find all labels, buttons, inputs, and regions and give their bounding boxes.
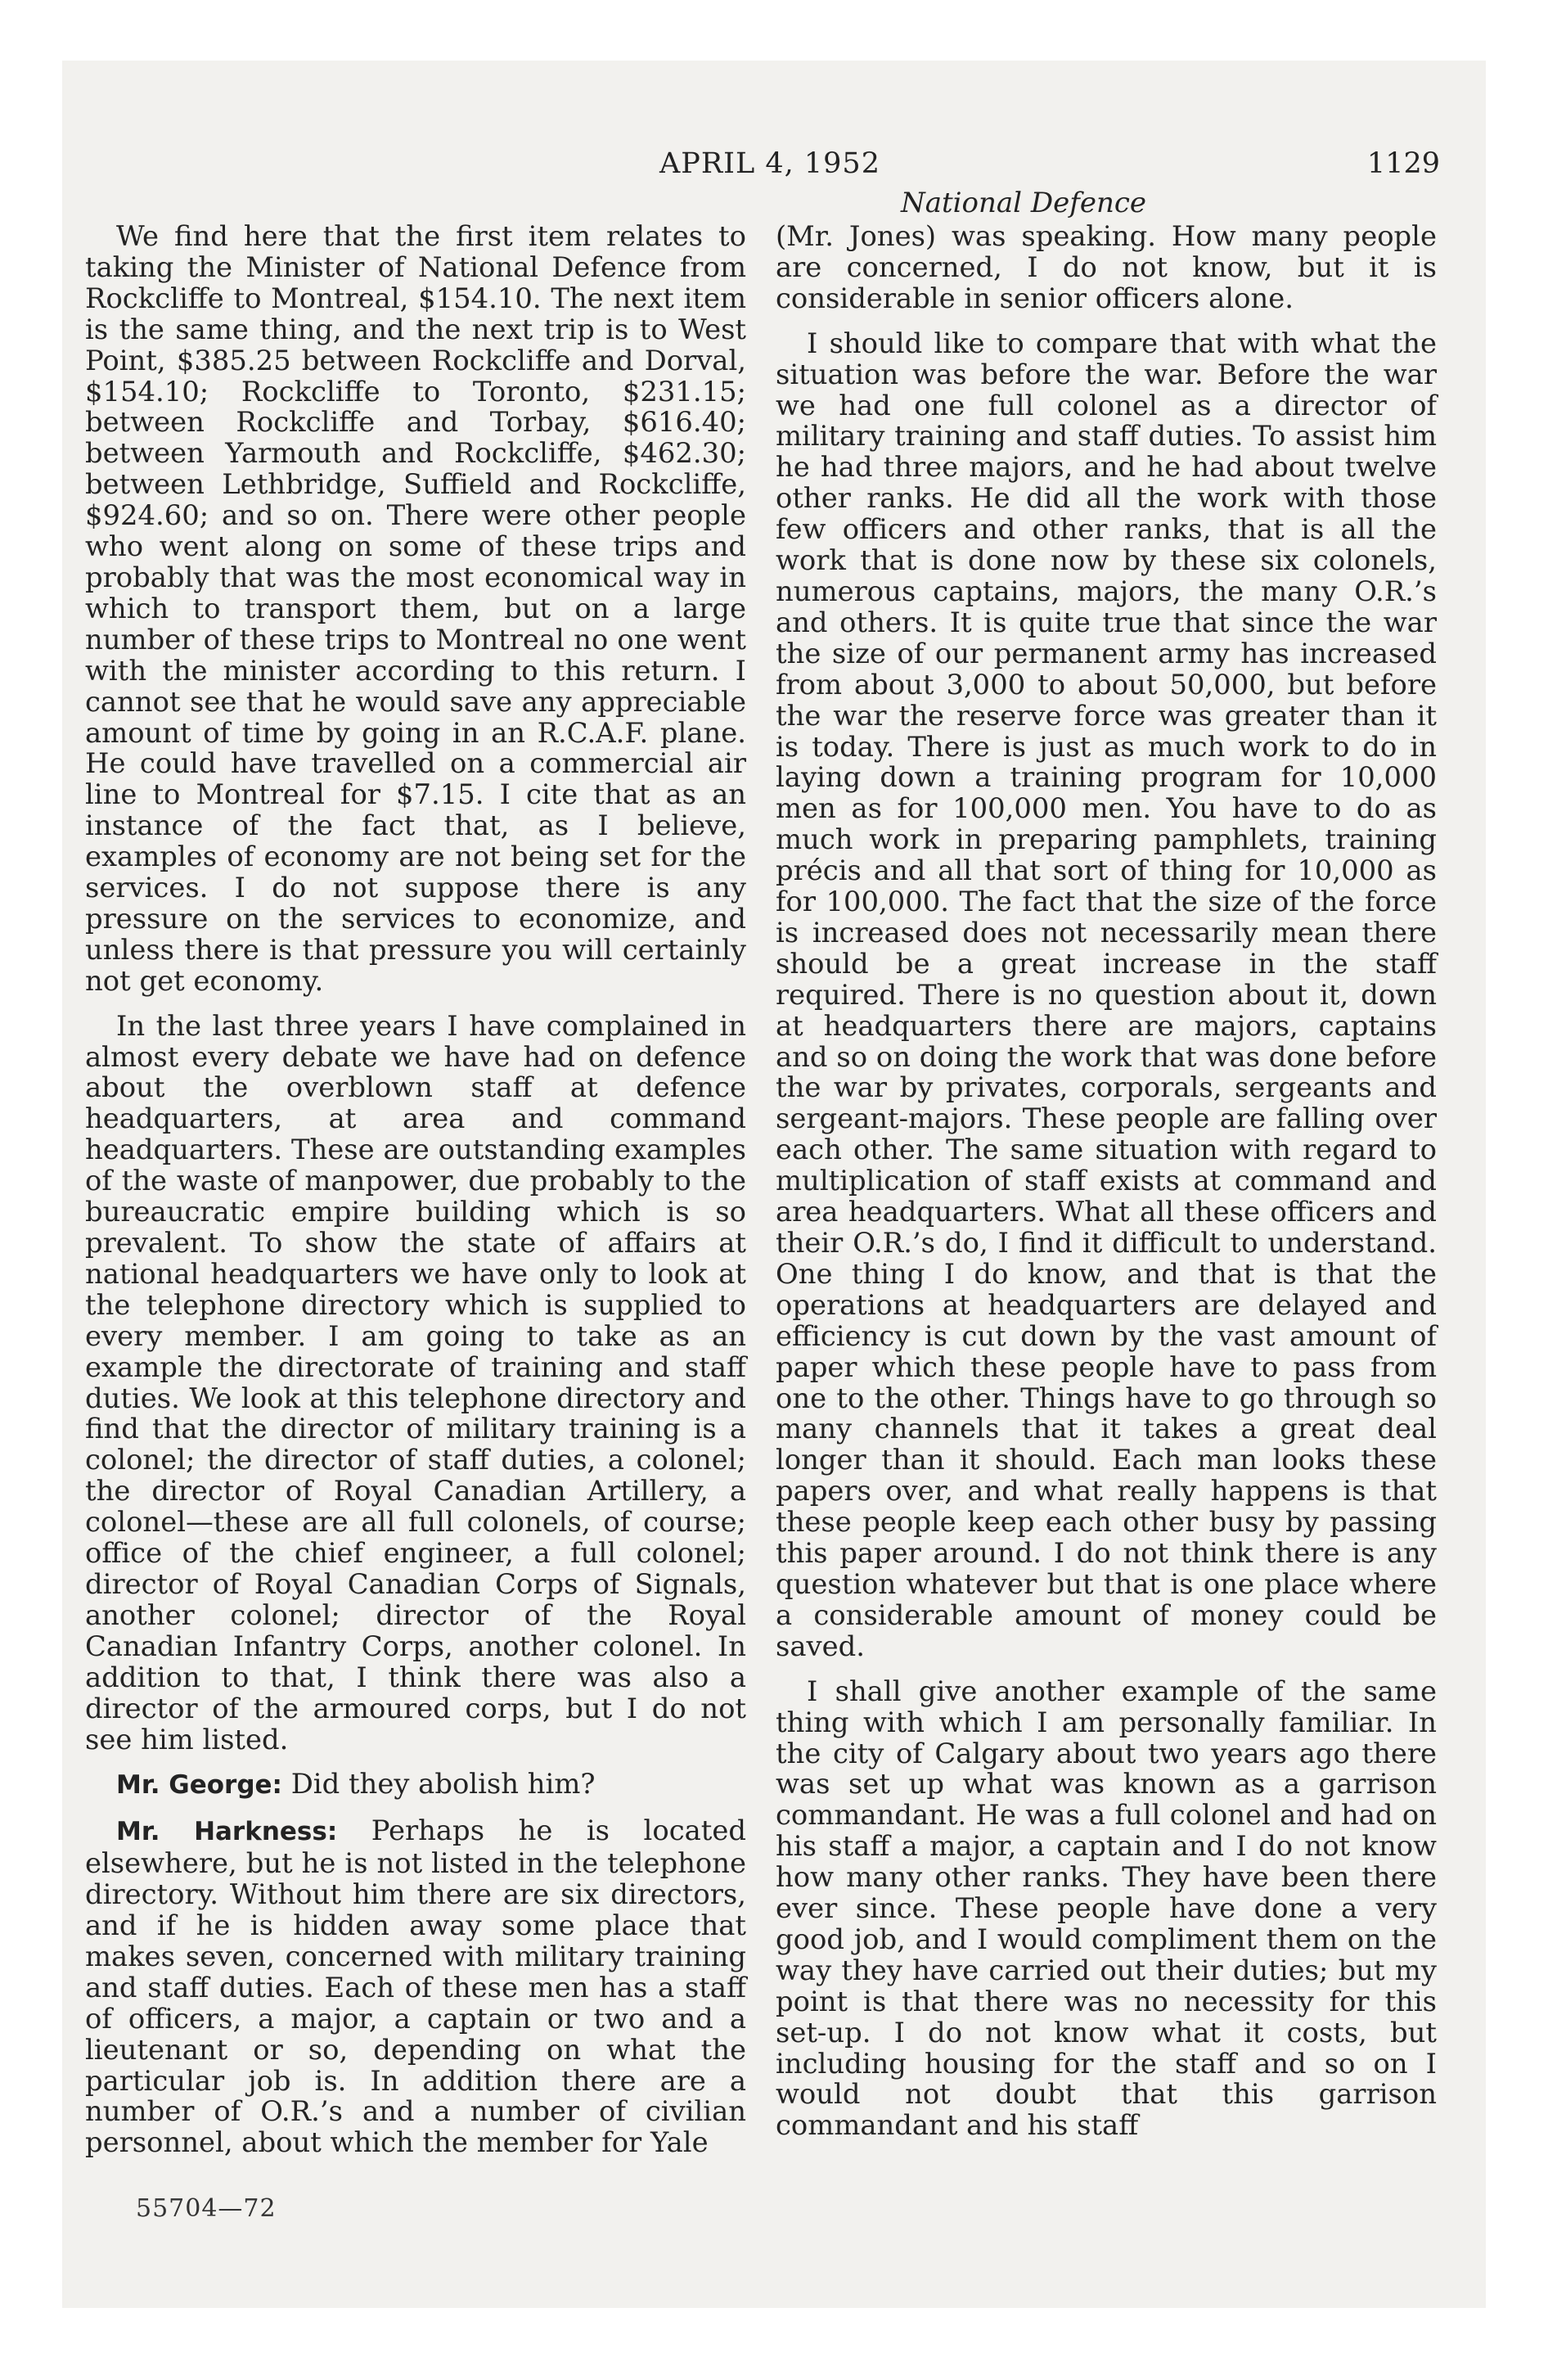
speaker-name: Mr. Harkness: <box>116 1817 338 1847</box>
speaker-name: Mr. George: <box>116 1770 282 1801</box>
right-column <box>776 221 1437 2141</box>
paragraph: In the last three years I have complained in almost every debate we have had on defence about the overblown staff at defence headquarters, at area and command headquarters. These are outstanding examples of the waste of manpower, due probably to the bureaucratic empire building which is so prevalent. To show the state of affairs at national headquarters we have only to look at the telephone directory which is supplied to every member. I am going to take as an example the directorate of training and staff duties. We look at this telephone directory and find that the director of military training is a colonel; the director of staff duties, a colonel; the director of Royal Canadian Artillery, a colonel—these are all full colonels, of course; office of the chief engineer, a full colonel; director of Royal Canadian Corps of Signals, another colonel; director of the Royal Canadian Infantry Corps, another colonel. In addition to that, I think there was also a director of the armoured corps, but I do not see him listed. <box>85 1009 746 1756</box>
page <box>62 61 1486 2308</box>
speech-george <box>85 1769 746 1801</box>
page-header <box>62 147 1486 188</box>
paragraph: (Mr. Jones) was speaking. How many people are concerned, I do not know, but it is considerable in senior officers alone. <box>776 220 1437 314</box>
speech-text: Did they abolish him? <box>281 1768 596 1801</box>
header-date: APRIL 4, 1952 <box>659 147 880 180</box>
page-number: 1129 <box>1366 147 1440 180</box>
left-column <box>85 221 746 2158</box>
paragraph: We find here that the first item relates to taking the Minister of National Defence from Rockcliffe to Montreal, $154.10. The next item is the same thing, and the next trip is to West Point, $385.25 between Rockcliffe and Dorval, $154.10; Rockcliffe to Toronto, $231.15; between Rockcliffe and Torbay, $616.40; between Yarmouth and Rockcliffe, $462.30; between Lethbridge, Suffield and Rockcliffe, $924.60; and so on. There were other people who went along on some of these trips and probably that was the most economical way in which to transport them, but on a large number of these trips to Montreal no one went with the minister according to this return. I cannot see that he would save any appreciable amount of time by going in an R.C.A.F. plane. He could have travelled on a commercial air line to Montreal for $7.15. I cite that as an instance of the fact that, as I believe, examples of economy are not being set for the services. I do not suppose there is any pressure on the services to economize, and unless there is that pressure you will certainly not get economy. <box>85 220 746 997</box>
speech-text: Perhaps he is located elsewhere, but he is not listed in the telephone directory. Without him there are six directors, and if he is hidden away some place that makes seven, concerned with military training and staff duties. Each of these men has a staff of officers, a major, a captain or two and a lieutenant or so, depending on what the particular job is. In addition there are a number of O.R.’s and a number of civilian personnel, about which the member for Yale <box>85 1814 746 2159</box>
footer-code: 55704—72 <box>136 2194 277 2223</box>
paragraph: I shall give another example of the same thing with which I am personally familiar. In the city of Calgary about two years ago there was set up what was known as a garrison commandant. He was a full colonel and had on his staff a major, a captain and I do not know how many other ranks. They have been there ever since. These people have done a very good job, and I would compliment them on the way they have carried out their duties; but my point is that there was no necessity for this set-up. I do not know what it costs, but including housing for the staff and so on I would not doubt that this garrison commandant and his staff <box>776 1675 1437 2142</box>
paragraph: I should like to compare that with what the situation was before the war. Before the war we had one full colonel as a director of military training and staff duties. To assist him he had three majors, and he had about twelve other ranks. He did all the work with those few officers and other ranks, that is all the work that is done now by these six colonels, numerous captains, majors, the many O.R.’s and others. It is quite true that since the war the size of our permanent army has increased from about 3,000 to about 50,000, but before the war the reserve force was greater than it is today. There is just as much work to do in laying down a training program for 10,000 men as for 100,000 men. You have to do as much work in preparing pamphlets, training précis and all that sort of thing for 10,000 as for 100,000. The fact that the size of the force is increased does not necessarily mean there should be a great increase in the staff required. There is no question about it, down at headquarters there are majors, captains and so on doing the work that was done before the war by privates, corporals, sergeants and sergeant-majors. These people are falling over each other. The same situation with regard to multiplication of staff exists at command and area headquarters. What all these officers and their O.R.’s do, I find it difficult to understand. One thing I do know, and that is that the operations at headquarters are delayed and efficiency is cut down by the vast amount of paper which these people have to pass from one to the other. Things have to go through so many channels that it takes a great deal longer than it should. Each man looks these papers over, and what really happens is that these people keep each other busy by passing this paper around. I do not think there is any question whatever but that is one place where a considerable amount of money could be saved. <box>776 327 1437 1662</box>
section-title: National Defence <box>900 187 1147 219</box>
speech-harkness <box>85 1815 746 2158</box>
